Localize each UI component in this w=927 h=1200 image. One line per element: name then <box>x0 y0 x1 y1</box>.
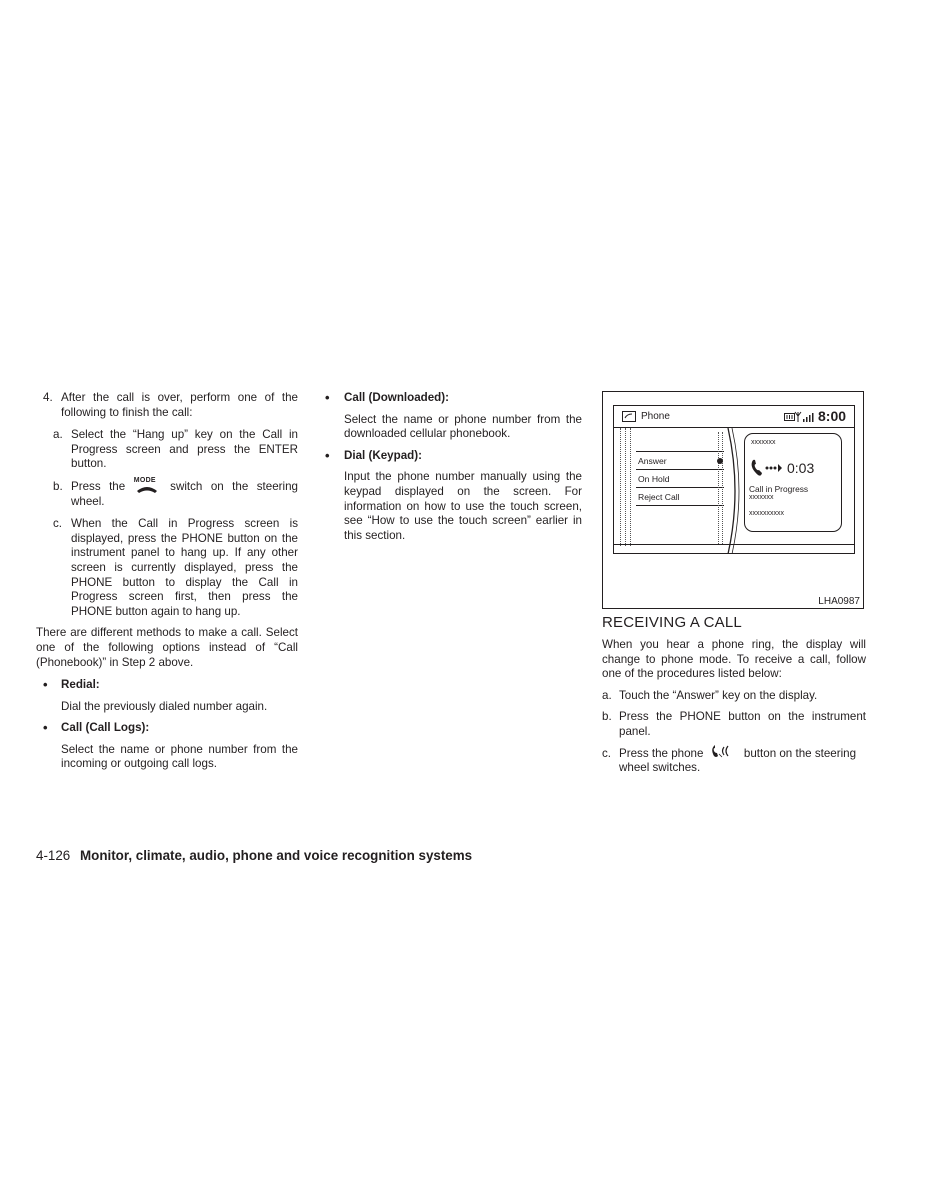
column-middle <box>319 391 582 543</box>
step-4b-post: switch on the steering wheel. <box>71 479 298 508</box>
menu-item-reject-call-label: Reject Call <box>638 492 680 502</box>
call-status: Call in Progress <box>749 484 809 494</box>
mode-icon-label: MODE <box>133 476 156 484</box>
receive-step-c-post: button on the steering wheel switches. <box>619 746 857 775</box>
page-number: 4-126 <box>36 848 71 863</box>
receiving-intro: When you hear a phone ring, the display will change to phone mode. To receive a call, follow one of the procedures listed below: <box>602 638 866 681</box>
scroll-rail-2 <box>722 432 723 544</box>
column-right <box>602 391 866 775</box>
receive-step-b <box>602 710 866 739</box>
menu-item-answer-label: Answer <box>638 456 667 466</box>
caller-number: xxxxxxxxxx <box>749 510 784 517</box>
step-4a <box>36 428 298 472</box>
caller-top: xxxxxxx <box>751 439 776 446</box>
receive-step-c-pre: Press the phone <box>619 746 704 760</box>
page-footer <box>36 848 472 864</box>
step-4b-pre: Press the <box>71 479 126 493</box>
screen-title: Phone <box>641 411 670 422</box>
rail-left-2 <box>625 428 626 546</box>
keypad-item <box>319 449 582 464</box>
call-info-panel <box>744 433 842 532</box>
step-4c-text: When the Call in Progress screen is displayed, press the PHONE button on the instrument panel to hang up. If any other screen is currently displayed, press the PHONE button to display the Call in Progress screen first, then press the PHONE button again to hang up. <box>71 517 298 618</box>
step-4-text: After the call is over, perform one of the following to finish the call: <box>61 391 298 419</box>
scroll-rail-1 <box>718 432 719 544</box>
methods-paragraph: There are different methods to make a call. Select one of the following options instead of “Call (Phonebook)” in Step 2 above. <box>36 626 298 669</box>
step-4b-text <box>71 476 298 509</box>
step-4b-label: b. <box>53 479 63 493</box>
menu-item-on-hold-label: On Hold <box>638 474 670 484</box>
figure-code: LHA0987 <box>818 596 860 607</box>
receive-step-a-text: Touch the “Answer” key on the display. <box>619 688 818 702</box>
signal-battery-icon <box>784 411 814 423</box>
caller-name: xxxxxxx <box>749 494 774 501</box>
redial-text: Dial the previously dialed number again. <box>61 699 268 713</box>
phone-book-icon <box>622 411 636 422</box>
receive-step-b-text: Press the PHONE button on the instrument panel. <box>619 710 866 738</box>
bullet-icon: • <box>325 390 330 405</box>
calllogs-item <box>36 721 298 736</box>
menu-item-answer[interactable] <box>636 451 724 469</box>
column-left <box>36 391 298 772</box>
phone-screen <box>613 405 855 554</box>
rail-left-3 <box>630 428 631 546</box>
step-4-number: 4. <box>43 391 53 404</box>
keypad-heading: Dial (Keypad): <box>344 448 422 462</box>
menu-item-reject-call[interactable] <box>636 487 724 506</box>
step-4c <box>36 517 298 619</box>
receive-step-b-label: b. <box>602 710 612 724</box>
downloaded-item <box>319 391 582 406</box>
receive-step-a-label: a. <box>602 688 612 702</box>
screen-clock: 8:00 <box>818 408 847 424</box>
step-4a-label: a. <box>53 428 63 442</box>
section-heading: RECEIVING A CALL <box>602 614 742 631</box>
step-4 <box>36 391 298 420</box>
step-4b <box>36 476 298 509</box>
rail-left-1 <box>620 428 621 546</box>
phone-screen-figure <box>602 391 864 609</box>
screen-bottom-line <box>614 544 854 545</box>
bullet-icon: • <box>43 677 48 693</box>
receive-step-c-label: c. <box>602 746 612 760</box>
chapter-title: Monitor, climate, audio, phone and voice recognition systems <box>79 848 473 863</box>
redial-item <box>36 678 298 693</box>
active-call-icon <box>750 459 782 477</box>
calllogs-heading: Call (Call Logs): <box>61 721 150 735</box>
phone-switch-icon <box>707 747 741 761</box>
bullet-icon: • <box>325 447 330 463</box>
mode-switch-icon <box>133 476 162 494</box>
receive-step-c-text <box>619 747 866 776</box>
receiving-body <box>602 638 866 776</box>
calllogs-text: Select the name or phone number from the incoming or outgoing call logs. <box>61 742 298 771</box>
bullet-icon: • <box>43 720 48 736</box>
downloaded-text: Select the name or phone number from the downloaded cellular phonebook. <box>344 412 582 441</box>
receive-step-a <box>602 689 866 704</box>
step-4c-label: c. <box>53 517 63 531</box>
downloaded-heading: Call (Downloaded): <box>344 391 449 404</box>
receive-step-c <box>602 747 866 776</box>
keypad-text: Input the phone number manually using the keypad displayed on the screen. For information on how to use the touch screen, see “How to use the touch screen” earlier in this section. <box>344 470 582 542</box>
step-4a-text: Select the “Hang up” key on the Call in Progress screen and press the ENTER button. <box>71 428 298 471</box>
curved-divider <box>724 428 744 554</box>
screen-top-bar <box>614 406 854 428</box>
scroll-thumb[interactable] <box>717 458 723 464</box>
redial-heading: Redial: <box>61 678 100 692</box>
menu-item-on-hold[interactable] <box>636 469 724 487</box>
call-timer: 0:03 <box>787 460 815 476</box>
